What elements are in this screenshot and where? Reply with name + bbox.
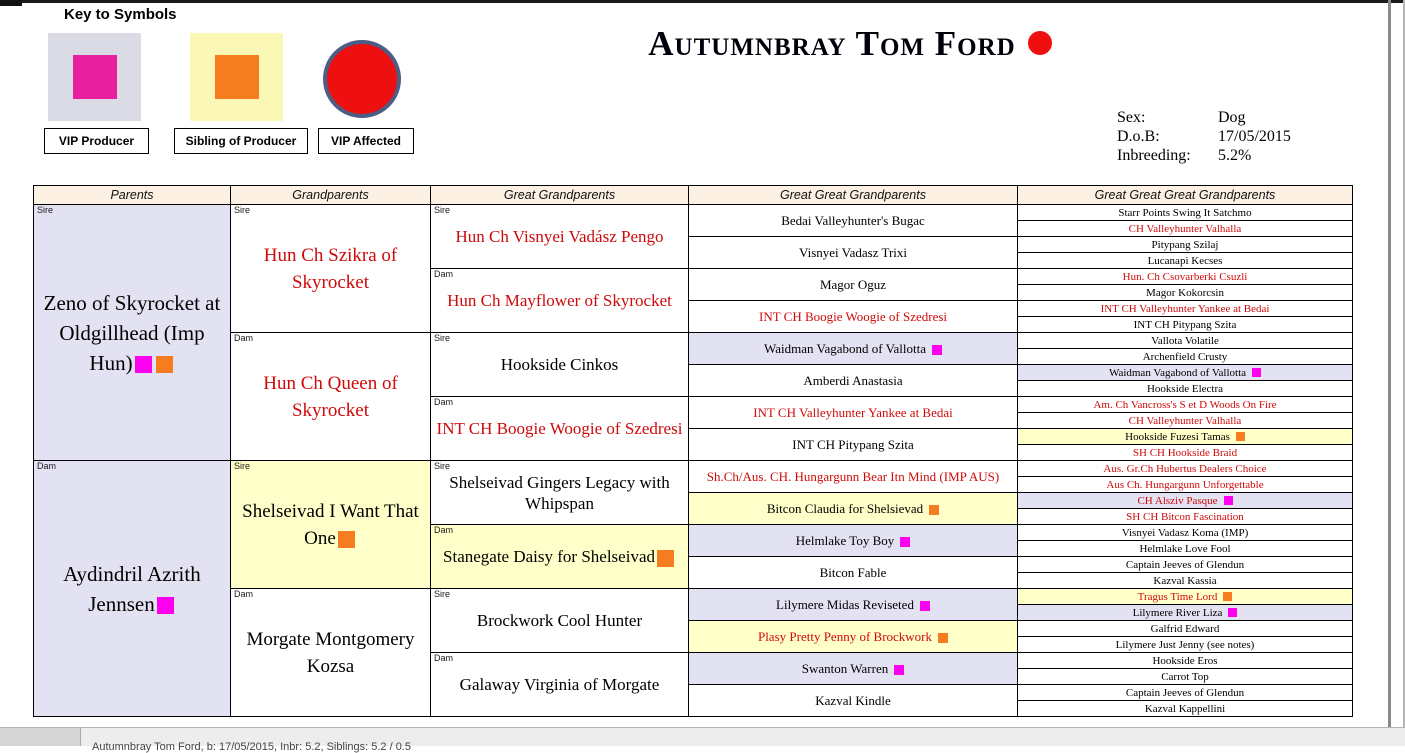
dog-name: Bitcon Claudia for Shelsievad bbox=[766, 500, 924, 516]
pedigree-cell[interactable] bbox=[231, 461, 431, 589]
dog-name: Bitcon Fable bbox=[819, 564, 887, 580]
sibling-square-icon bbox=[156, 356, 173, 373]
pedigree-cell[interactable] bbox=[1018, 413, 1353, 429]
pedigree-cell[interactable] bbox=[231, 333, 431, 461]
pedigree-cell[interactable] bbox=[689, 397, 1018, 429]
dog-name: Vallota Volatile bbox=[1151, 334, 1219, 347]
pedigree-cell[interactable] bbox=[1018, 461, 1353, 477]
vip-producer-square-icon bbox=[900, 537, 910, 547]
dog-name: Amberdi Anastasia bbox=[803, 372, 903, 388]
pedigree-cell[interactable] bbox=[689, 237, 1018, 269]
dog-name: Lucanapi Kecses bbox=[1147, 254, 1223, 267]
pedigree-cell[interactable] bbox=[431, 589, 689, 653]
dog-name: INT CH Pitypang Szita bbox=[1133, 318, 1237, 331]
dog-name: Waidman Vagabond of Vallotta bbox=[763, 340, 927, 356]
dog-name: Autumnbray Tom Ford bbox=[648, 24, 1016, 63]
vip-affected-dot-icon bbox=[1028, 31, 1052, 55]
pedigree-cell[interactable] bbox=[689, 653, 1018, 685]
pedigree-cell[interactable] bbox=[689, 301, 1018, 333]
dog-name: INT CH Boogie Woogie of Szedresi bbox=[758, 308, 948, 324]
pedigree-cell[interactable] bbox=[1018, 253, 1353, 269]
col-header-gg-grandparents: Great Great Grandparents bbox=[689, 186, 1018, 205]
dog-name: Kazval Kindle bbox=[815, 692, 891, 708]
dog-name: Shelseivad Gingers Legacy with Whipspan bbox=[449, 472, 670, 513]
pedigree-cell[interactable] bbox=[1018, 653, 1353, 669]
dog-name: Visnyei Vadasz Koma (IMP) bbox=[1121, 526, 1249, 539]
dog-name: INT CH Pitypang Szita bbox=[792, 436, 914, 452]
pedigree-cell[interactable] bbox=[1018, 269, 1353, 285]
pedigree-cell[interactable] bbox=[689, 365, 1018, 397]
pedigree-cell[interactable] bbox=[1018, 573, 1353, 589]
dog-name: Hun Ch Queen of Skyrocket bbox=[263, 372, 398, 421]
status-bar bbox=[0, 727, 1405, 753]
dog-name: Captain Jeeves of Glendun bbox=[1125, 686, 1245, 699]
relation-label: Dam bbox=[234, 333, 254, 343]
dog-name: Stanegate Daisy for Shelseivad bbox=[443, 547, 655, 566]
pedigree-cell[interactable] bbox=[1018, 605, 1353, 621]
dog-name: CH Valleyhunter Valhalla bbox=[1128, 414, 1242, 427]
page-title bbox=[600, 24, 1100, 64]
pedigree-cell[interactable] bbox=[431, 269, 689, 333]
pedigree-cell[interactable] bbox=[431, 525, 689, 589]
pedigree-cell[interactable] bbox=[689, 621, 1018, 653]
relation-label: Sire bbox=[434, 461, 451, 471]
pedigree-cell[interactable] bbox=[431, 461, 689, 525]
pedigree-cell[interactable] bbox=[1018, 333, 1353, 349]
vip-producer-square-icon bbox=[920, 601, 930, 611]
dog-name: Kazval Kappellini bbox=[1144, 702, 1226, 715]
vip-producer-square-icon bbox=[1252, 368, 1261, 377]
pedigree-cell[interactable] bbox=[1018, 301, 1353, 317]
inbreeding-value: 5.2% bbox=[1218, 147, 1252, 164]
dog-name: Lilymere Just Jenny (see notes) bbox=[1115, 638, 1255, 651]
sibling-square-icon bbox=[1223, 592, 1232, 601]
dog-name: INT CH Boogie Woogie of Szedresi bbox=[436, 419, 683, 438]
dog-name: Zeno of Skyrocket at Oldgillhead (Imp Hun) bbox=[43, 290, 221, 375]
col-header-ggg-grandparents: Great Great Great Grandparents bbox=[1018, 186, 1353, 205]
dog-name: Shelseivad I Want That One bbox=[242, 500, 419, 549]
dog-name: Captain Jeeves of Glendun bbox=[1125, 558, 1245, 571]
dog-name: Tragus Time Lord bbox=[1137, 590, 1218, 603]
pedigree-cell[interactable] bbox=[1018, 237, 1353, 253]
sibling-square-icon bbox=[215, 55, 259, 99]
dog-name: CH Valleyhunter Valhalla bbox=[1128, 222, 1242, 235]
relation-label: Sire bbox=[434, 205, 451, 215]
dog-name: Archenfield Crusty bbox=[1142, 350, 1228, 363]
dob-label: D.o.B: bbox=[1117, 128, 1160, 145]
vip-producer-square-icon bbox=[932, 345, 942, 355]
pedigree-cell[interactable] bbox=[1018, 525, 1353, 541]
pedigree-cell[interactable] bbox=[689, 429, 1018, 461]
pedigree-cell[interactable] bbox=[1018, 365, 1353, 381]
inbreeding-label: Inbreeding: bbox=[1117, 147, 1191, 164]
dog-name: Aydindril Azrith Jennsen bbox=[63, 561, 201, 616]
pedigree-cell[interactable] bbox=[689, 493, 1018, 525]
dog-name: Carrot Top bbox=[1161, 670, 1209, 683]
pedigree-table bbox=[33, 185, 1353, 717]
pedigree-cell[interactable] bbox=[431, 205, 689, 269]
status-bar-text: Autumnbray Tom Ford, b: 17/05/2015, Inbr: 5.2, Siblings: 5.2 / 0.5 bbox=[92, 741, 411, 753]
pedigree-cell-sire[interactable] bbox=[34, 205, 231, 461]
relation-label: Dam bbox=[434, 653, 454, 663]
pedigree-cell[interactable] bbox=[1018, 557, 1353, 573]
relation-label: Dam bbox=[434, 397, 454, 407]
relation-label: Sire bbox=[234, 461, 251, 471]
pedigree-cell[interactable] bbox=[689, 333, 1018, 365]
pedigree-cell[interactable] bbox=[1018, 349, 1353, 365]
window-top-border bbox=[0, 0, 1405, 3]
dog-name: INT CH Valleyhunter Yankee at Bedai bbox=[753, 404, 953, 420]
vip-producer-square-icon bbox=[1228, 608, 1237, 617]
key-title: Key to Symbols bbox=[64, 6, 177, 23]
dog-name: Hookside Electra bbox=[1146, 382, 1224, 395]
dog-name: Bedai Valleyhunter's Bugac bbox=[781, 212, 925, 228]
pedigree-cell[interactable] bbox=[231, 205, 431, 333]
dog-name: Waidman Vagabond of Vallotta bbox=[1108, 366, 1247, 379]
pedigree-cell[interactable] bbox=[431, 333, 689, 397]
dog-name: Lilymere Midas Reviseted bbox=[776, 596, 914, 612]
dog-name: Hookside Eros bbox=[1152, 654, 1218, 667]
dog-name: Magor Kokorcsin bbox=[1146, 286, 1224, 299]
vip-producer-square-icon bbox=[894, 665, 904, 675]
dog-name: INT CH Valleyhunter Yankee at Bedai bbox=[1100, 302, 1270, 315]
col-header-parents: Parents bbox=[34, 186, 231, 205]
pedigree-cell[interactable] bbox=[689, 205, 1018, 237]
vip-producer-square-icon bbox=[73, 55, 117, 99]
sibling-square-icon bbox=[938, 633, 948, 643]
pedigree-cell[interactable] bbox=[1018, 493, 1353, 509]
dog-name: Galfrid Edward bbox=[1150, 622, 1220, 635]
dob-value: 17/05/2015 bbox=[1218, 128, 1291, 145]
dog-name: Hookside Cinkos bbox=[500, 355, 619, 374]
vip-affected-circle-icon bbox=[323, 40, 401, 118]
sex-value: Dog bbox=[1218, 109, 1246, 126]
pedigree-cell[interactable] bbox=[689, 461, 1018, 493]
dog-name: Helmlake Toy Boy bbox=[795, 532, 895, 548]
dog-name: Swanton Warren bbox=[801, 660, 889, 676]
vip-producer-square-icon bbox=[135, 356, 152, 373]
pedigree-cell[interactable] bbox=[431, 397, 689, 461]
dog-name: CH Alsziv Pasque bbox=[1137, 494, 1218, 507]
dog-name: Hun Ch Visnyei Vadász Pengo bbox=[455, 227, 664, 246]
pedigree-cell[interactable] bbox=[1018, 621, 1353, 637]
dog-name: Magor Oguz bbox=[819, 276, 887, 292]
pedigree-cell[interactable] bbox=[1018, 221, 1353, 237]
pedigree-cell[interactable] bbox=[689, 685, 1018, 717]
dog-name: SH CH Bitcon Fascination bbox=[1126, 510, 1244, 523]
pedigree-cell[interactable] bbox=[1018, 637, 1353, 653]
dog-name: Brockwork Cool Hunter bbox=[476, 611, 643, 630]
dog-name: Hun Ch Szikra of Skyrocket bbox=[263, 244, 398, 293]
dog-name: Hun. Ch Csovarberki Csuzli bbox=[1122, 270, 1248, 283]
dog-name: Am. Ch Vancross's S et D Woods On Fire bbox=[1093, 398, 1277, 411]
pedigree-cell[interactable] bbox=[1018, 477, 1353, 493]
relation-label: Dam bbox=[234, 589, 254, 599]
vip-producer-square-icon bbox=[1224, 496, 1233, 505]
sibling-square-icon bbox=[1236, 432, 1245, 441]
pedigree-cell[interactable] bbox=[1018, 317, 1353, 333]
pedigree-cell[interactable] bbox=[1018, 589, 1353, 605]
col-header-grandparents: Grandparents bbox=[231, 186, 431, 205]
relation-label: Dam bbox=[434, 269, 454, 279]
dog-name: Sh.Ch/Aus. CH. Hungargunn Bear Itn Mind (IMP AUS) bbox=[706, 468, 1000, 484]
pedigree-cell[interactable] bbox=[1018, 685, 1353, 701]
dog-name: Lilymere River Liza bbox=[1132, 606, 1223, 619]
pedigree-cell[interactable] bbox=[1018, 285, 1353, 301]
pedigree-cell[interactable] bbox=[1018, 429, 1353, 445]
dog-name: Galaway Virginia of Morgate bbox=[459, 675, 660, 694]
pedigree-cell[interactable] bbox=[431, 653, 689, 717]
dog-name: Visnyei Vadasz Trixi bbox=[798, 244, 908, 260]
pedigree-cell[interactable] bbox=[1018, 701, 1353, 717]
vip-producer-swatch bbox=[48, 33, 141, 121]
relation-label: Sire bbox=[434, 589, 451, 599]
pedigree-cell[interactable] bbox=[1018, 541, 1353, 557]
pedigree-cell[interactable] bbox=[1018, 509, 1353, 525]
dog-info bbox=[1117, 108, 1291, 165]
pedigree-cell[interactable] bbox=[689, 557, 1018, 589]
col-header-great-grandparents: Great Grandparents bbox=[431, 186, 689, 205]
dog-name: Pitypang Szilaj bbox=[1151, 238, 1219, 251]
dog-name: Hun Ch Mayflower of Skyrocket bbox=[447, 291, 672, 310]
key-label-vip-producer: VIP Producer bbox=[44, 128, 149, 154]
pedigree-cell[interactable] bbox=[1018, 669, 1353, 685]
dog-name: SH CH Hookside Braid bbox=[1132, 446, 1238, 459]
sex-label: Sex: bbox=[1117, 109, 1146, 126]
pedigree-cell[interactable] bbox=[689, 525, 1018, 557]
pedigree-cell[interactable] bbox=[689, 589, 1018, 621]
pedigree-cell-dam[interactable] bbox=[34, 461, 231, 717]
relation-label: Sire bbox=[234, 205, 251, 215]
dog-name: Helmlake Love Fool bbox=[1139, 542, 1231, 555]
pedigree-cell[interactable] bbox=[689, 269, 1018, 301]
relation-label: Sire bbox=[434, 333, 451, 343]
key-label-vip-affected: VIP Affected bbox=[318, 128, 414, 154]
sibling-square-icon bbox=[338, 531, 355, 548]
dog-name: Kazval Kassia bbox=[1153, 574, 1217, 587]
vip-producer-square-icon bbox=[157, 597, 174, 614]
sibling-of-producer-swatch bbox=[190, 33, 283, 121]
vertical-scrollbar[interactable] bbox=[1388, 0, 1391, 730]
window-corner-notch bbox=[0, 0, 22, 6]
key-label-sibling: Sibling of Producer bbox=[174, 128, 308, 154]
status-bar-left-segment bbox=[0, 728, 81, 746]
dog-name: Aus Ch. Hungargunn Unforgettable bbox=[1106, 478, 1264, 491]
pedigree-cell[interactable] bbox=[1018, 205, 1353, 221]
dog-name: Starr Points Swing It Satchmo bbox=[1118, 206, 1252, 219]
pedigree-cell[interactable] bbox=[1018, 381, 1353, 397]
relation-label: Sire bbox=[37, 205, 54, 215]
sibling-square-icon bbox=[929, 505, 939, 515]
dog-name: Aus. Gr.Ch Hubertus Dealers Choice bbox=[1103, 462, 1267, 475]
sibling-square-icon bbox=[657, 550, 674, 567]
dog-name: Hookside Fuzesi Tamas bbox=[1125, 430, 1230, 443]
pedigree-cell[interactable] bbox=[231, 589, 431, 717]
dog-name: Plasy Pretty Penny of Brockwork bbox=[757, 628, 933, 644]
dog-name: Morgate Montgomery Kozsa bbox=[246, 628, 415, 677]
relation-label: Dam bbox=[37, 461, 57, 471]
pedigree-cell[interactable] bbox=[1018, 445, 1353, 461]
relation-label: Dam bbox=[434, 525, 454, 535]
pedigree-cell[interactable] bbox=[1018, 397, 1353, 413]
